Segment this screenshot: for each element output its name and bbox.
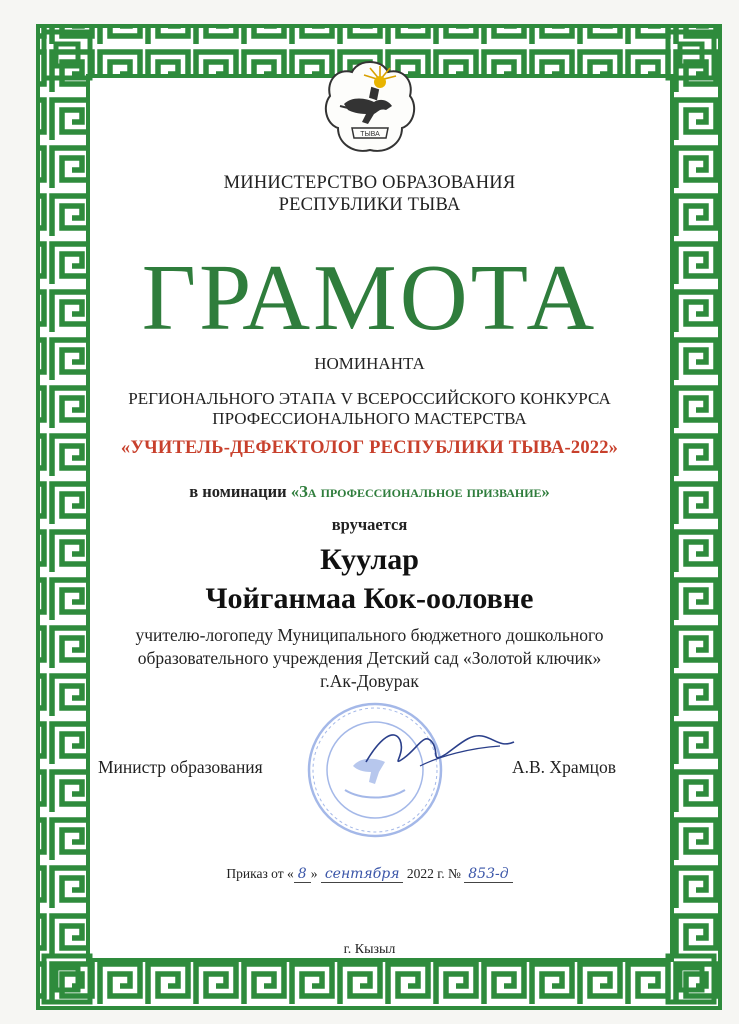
tuva-emblem (322, 58, 418, 158)
order-prefix: Приказ от « (226, 866, 294, 881)
stage-line-2: ПРОФЕССИОНАЛЬНОГО МАСТЕРСТВА (212, 409, 527, 428)
emblem-label: ТЫВА (360, 131, 380, 138)
nominee-label: НОМИНАНТА (314, 354, 425, 373)
order-year: 2022 г. № (406, 866, 461, 881)
contest-name: «УЧИТЕЛЬ-ДЕФЕКТОЛОГ РЕСПУБЛИКИ ТЫВА-2022» (120, 438, 619, 458)
awarded-label: вручается (331, 515, 408, 534)
certificate-title: ГРАМОТА (141, 246, 598, 350)
description-line-3: г.Ак-Довурак (320, 671, 419, 691)
nomination-prefix: в номинации (189, 482, 291, 501)
order-month: сентября (321, 866, 404, 883)
signatory-role: Министр образования (98, 757, 263, 777)
order-mid: » (310, 866, 318, 881)
description-line-2: образовательного учреждения Детский сад «Золотой ключик» (137, 648, 602, 668)
recipient-surname: Куулар (320, 543, 419, 576)
stage-line-1: РЕГИОНАЛЬНОГО ЭТАПА V ВСЕРОССИЙСКОГО КОНКУРСА (128, 389, 611, 408)
handwritten-signature (360, 718, 520, 778)
signatory-name: А.В. Храмцов (512, 757, 617, 777)
order-line (0, 866, 739, 882)
order-day: 8 (294, 866, 311, 883)
nomination (0, 482, 739, 502)
ministry-line-1: МИНИСТЕРСТВО ОБРАЗОВАНИЯ (223, 173, 516, 193)
city: г. Кызыл (343, 942, 396, 957)
recipient-description (0, 624, 739, 693)
ministry-name (0, 172, 739, 216)
order-number: 853-д (464, 866, 512, 883)
nomination-name: «За профессиональное призвание» (290, 482, 550, 501)
description-line-1: учителю-логопеду Муниципального бюджетного дошкольного (135, 625, 604, 645)
contest-stage (0, 389, 739, 429)
recipient-given-name: Чойганмаа Кок-ооловне (205, 582, 534, 615)
ministry-line-2: РЕСПУБЛИКИ ТЫВА (278, 195, 461, 215)
